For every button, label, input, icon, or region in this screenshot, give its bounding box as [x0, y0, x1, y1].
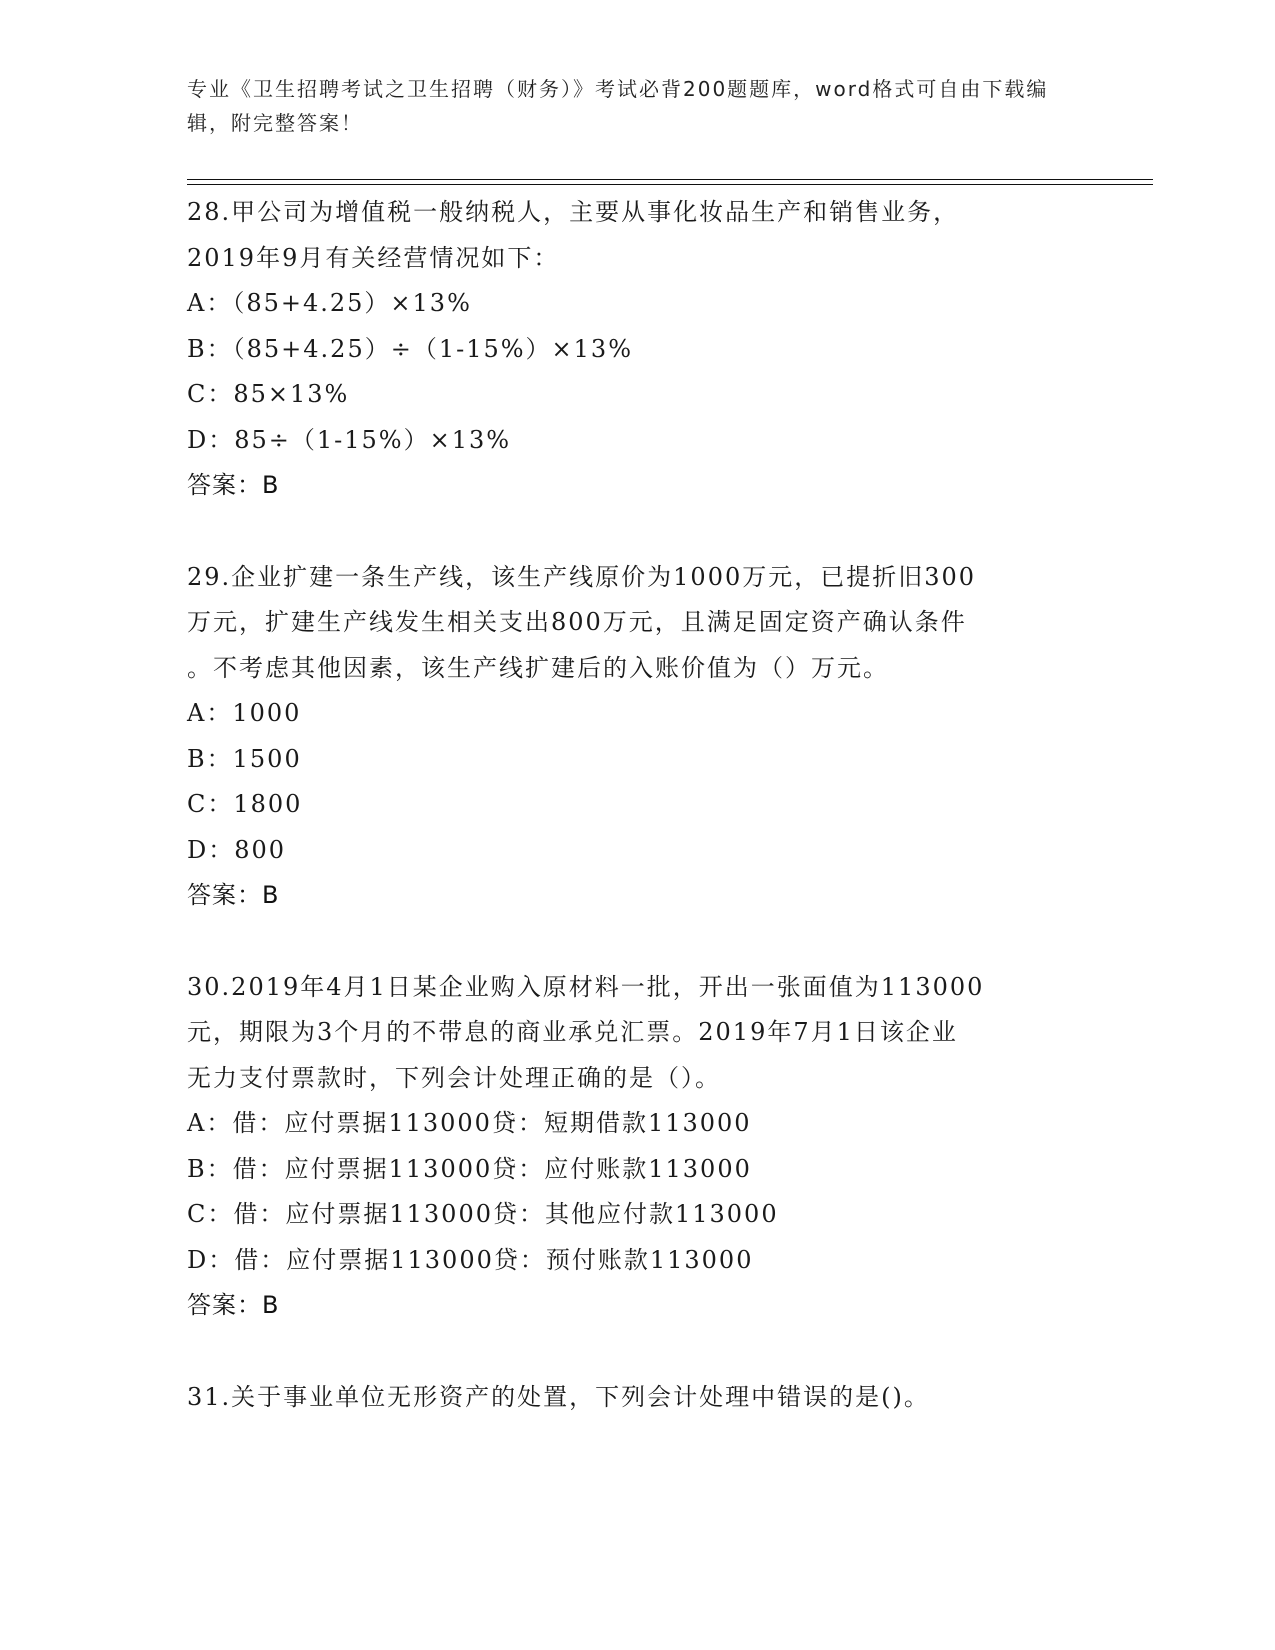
question-31 [187, 1375, 1087, 1421]
question-stem-line: 31.关于事业单位无形资产的处置，下列会计处理中错误的是()。 [187, 1382, 930, 1411]
question-stem-line: 万元，扩建生产线发生相关支出800万元，且满足固定资产确认条件 [187, 608, 967, 636]
question-stem-line: 。不考虑其他因素，该生产线扩建后的入账价值为（）万元。 [187, 653, 889, 682]
question-stem-line: 无力支付票款时，下列会计处理正确的是（）。 [187, 1063, 721, 1092]
question-stem-line: 28.甲公司为增值税一般纳税人，主要从事化妆品生产和销售业务， [187, 198, 960, 226]
option-c: C：借：应付票据113000贷：其他应付款113000 [187, 1200, 779, 1228]
option-d: D：800 [187, 835, 287, 864]
answer: 答案：B [187, 881, 280, 909]
question-stem-line: 29.企业扩建一条生产线，该生产线原价为1000万元，已提折旧300 [187, 562, 977, 591]
option-c: C：85×13% [187, 380, 350, 408]
option-b: B：1500 [187, 744, 302, 773]
option-c: C：1800 [187, 790, 303, 818]
question-28 [187, 190, 1087, 509]
option-b: B：借：应付票据113000贷：应付账款113000 [187, 1154, 752, 1183]
question-stem-line: 元，期限为3个月的不带息的商业承兑汇票。2019年7月1日该企业 [187, 1018, 958, 1046]
option-a: A：借：应付票据113000贷：短期借款113000 [187, 1109, 752, 1137]
option-d: D：借：应付票据113000贷：预付账款113000 [187, 1245, 754, 1274]
option-d: D：85÷（1-15%）×13% [187, 425, 512, 454]
question-30 [187, 965, 1087, 1329]
option-a: A：（85+4.25）×13% [187, 289, 472, 317]
header-divider-bottom [187, 184, 1153, 185]
option-b: B：（85+4.25）÷（1-15%）×13% [187, 334, 634, 363]
question-stem-line: 30.2019年4月1日某企业购入原材料一批，开出一张面值为113000 [187, 972, 985, 1001]
answer: 答案：B [187, 471, 280, 499]
question-stem-line: 2019年9月有关经营情况如下： [187, 243, 560, 272]
option-a: A：1000 [187, 699, 302, 727]
document-header: 专业《卫生招聘考试之卫生招聘（财务）》考试必背200题题库，word格式可自由下载编辑，附完整答案！ [187, 77, 1049, 135]
question-list [187, 190, 1087, 1466]
answer: 答案：B [187, 1291, 280, 1319]
header-divider-top [187, 179, 1153, 180]
question-29 [187, 555, 1087, 919]
